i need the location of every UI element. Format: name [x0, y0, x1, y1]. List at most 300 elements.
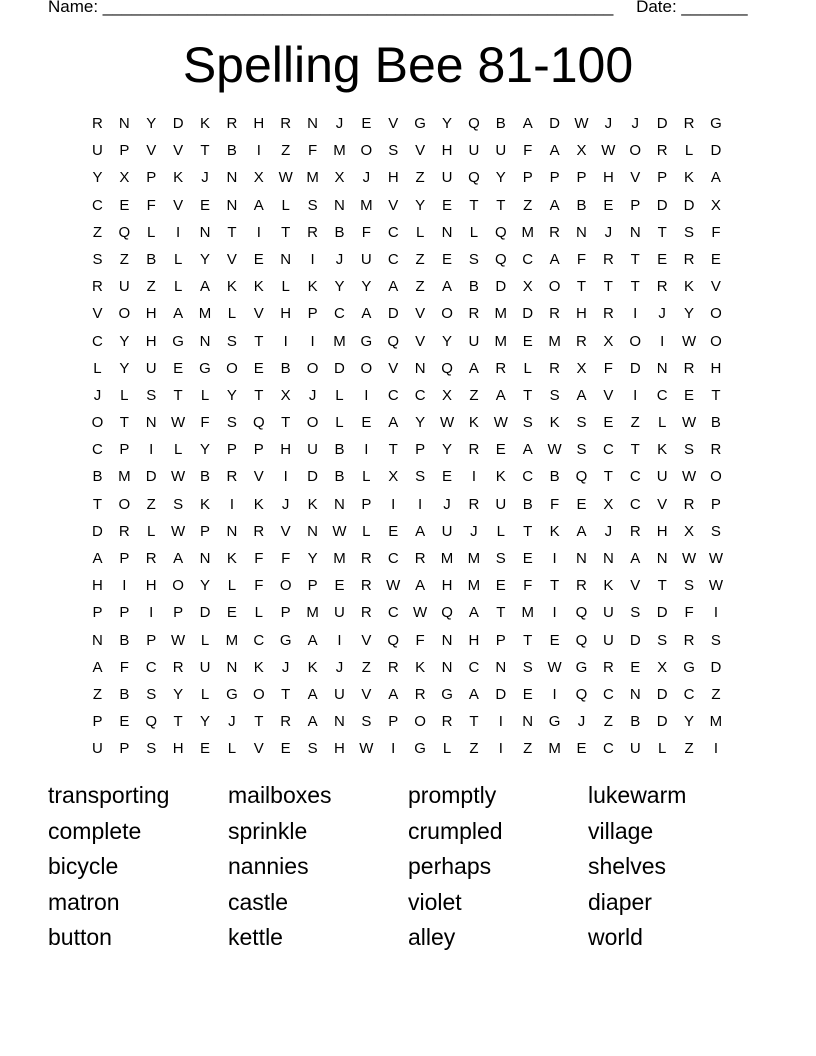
- grid-letter: D: [522, 305, 534, 323]
- grid-letter: X: [603, 495, 614, 513]
- grid-letter: N: [629, 685, 641, 703]
- grid-letter: Q: [252, 414, 265, 432]
- grid-letter: Y: [173, 685, 184, 703]
- grid-letter: A: [92, 550, 103, 567]
- grid-letter: S: [684, 577, 695, 595]
- grid-letter: N: [226, 658, 238, 676]
- grid-letter: V: [173, 142, 184, 160]
- grid-letter: U: [468, 332, 480, 350]
- grid-letter: H: [602, 169, 614, 187]
- grid-letter: C: [656, 386, 668, 404]
- grid-letter: W: [332, 522, 347, 540]
- grid-letter: H: [334, 740, 345, 758]
- grid-letter: D: [656, 604, 668, 622]
- grid-letter: S: [226, 332, 237, 350]
- grid-letter: T: [496, 196, 506, 214]
- grid-letter: R: [253, 522, 265, 540]
- grid-letter: Z: [711, 685, 721, 703]
- grid-letter: P: [710, 495, 721, 513]
- word-bank-item: mailboxes: [228, 782, 332, 808]
- grid-letter: F: [550, 495, 560, 513]
- grid-letter: S: [657, 631, 668, 649]
- grid-letter: J: [604, 223, 613, 241]
- grid-letter: K: [307, 278, 318, 296]
- grid-letter: B: [92, 468, 103, 486]
- grid-letter: K: [253, 495, 264, 513]
- grid-letter: X: [603, 332, 614, 350]
- grid-letter: R: [683, 495, 695, 513]
- grid-letter: T: [227, 223, 237, 241]
- grid-letter: Y: [415, 196, 426, 214]
- grid-letter: U: [118, 278, 130, 296]
- grid-letter: D: [656, 685, 668, 703]
- grid-letter: C: [522, 468, 534, 486]
- grid-letter: O: [710, 332, 722, 350]
- grid-letter: A: [576, 386, 587, 404]
- grid-letter: T: [603, 468, 613, 486]
- grid-letter: R: [280, 115, 292, 132]
- grid-letter: Q: [575, 468, 588, 486]
- grid-letter: Z: [523, 740, 533, 758]
- grid-letter: U: [92, 142, 103, 160]
- grid-letter: E: [253, 250, 264, 268]
- word-bank-item: matron: [48, 888, 120, 915]
- grid-letter: S: [684, 223, 695, 241]
- grid-letter: X: [522, 278, 533, 296]
- grid-letter: B: [146, 250, 157, 268]
- grid-letter: H: [468, 631, 480, 649]
- grid-letter: N: [226, 522, 238, 540]
- grid-letter: P: [92, 604, 103, 622]
- grid-letter: W: [439, 414, 455, 432]
- grid-letter: R: [387, 658, 399, 676]
- grid-letter: L: [684, 142, 694, 160]
- grid-letter: D: [145, 468, 157, 486]
- grid-letter: O: [172, 577, 184, 595]
- grid-letter: V: [388, 115, 399, 132]
- grid-letter: J: [362, 169, 371, 187]
- grid-letter: C: [92, 196, 103, 214]
- grid-letter: S: [522, 414, 533, 432]
- grid-letter: L: [227, 577, 237, 595]
- grid-letter: I: [176, 223, 181, 241]
- grid-letter: G: [683, 658, 695, 676]
- grid-letter: W: [681, 414, 697, 432]
- grid-letter: V: [710, 278, 721, 296]
- grid-letter: N: [334, 713, 345, 731]
- grid-letter: L: [200, 685, 210, 703]
- grid-letter: F: [576, 250, 587, 268]
- grid-letter: T: [523, 522, 533, 540]
- grid-letter: Y: [684, 305, 695, 323]
- grid-letter: G: [575, 658, 588, 676]
- grid-letter: T: [254, 332, 264, 350]
- grid-letter: E: [334, 577, 345, 595]
- grid-letter: M: [118, 468, 131, 486]
- grid-letter: R: [576, 332, 587, 350]
- grid-letter: T: [254, 386, 264, 404]
- grid-letter: T: [657, 223, 667, 241]
- grid-letter: R: [602, 658, 614, 676]
- grid-letter: O: [710, 305, 722, 323]
- grid-letter: W: [574, 115, 589, 132]
- grid-letter: E: [576, 495, 587, 513]
- grid-letter: T: [281, 685, 291, 703]
- grid-letter: E: [361, 414, 372, 432]
- grid-letter: N: [576, 550, 587, 567]
- grid-letter: O: [548, 278, 561, 296]
- grid-letter: M: [494, 332, 508, 350]
- grid-letter: Y: [119, 332, 130, 350]
- grid-letter: Q: [575, 631, 588, 649]
- grid-letter: X: [280, 386, 291, 404]
- grid-letter: S: [576, 414, 587, 432]
- grid-letter: B: [334, 441, 345, 459]
- grid-letter: C: [468, 658, 480, 676]
- grid-letter: D: [307, 468, 318, 486]
- grid-letter: Z: [415, 250, 425, 268]
- grid-letter: M: [198, 305, 212, 323]
- grid-letter: S: [388, 142, 399, 160]
- grid-letter: Y: [146, 115, 157, 132]
- grid-letter: L: [335, 386, 344, 404]
- grid-letter: E: [442, 468, 453, 486]
- grid-letter: N: [656, 550, 668, 567]
- grid-letter: R: [710, 441, 722, 459]
- grid-letter: B: [280, 359, 291, 377]
- grid-letter: R: [683, 359, 695, 377]
- grid-letter: M: [440, 550, 454, 567]
- grid-letter: Q: [468, 115, 480, 132]
- grid-letter: D: [495, 278, 507, 296]
- grid-letter: A: [307, 631, 318, 649]
- grid-letter: F: [119, 658, 129, 676]
- grid-letter: R: [414, 685, 426, 703]
- grid-letter: M: [360, 196, 373, 214]
- grid-letter: H: [441, 577, 453, 595]
- grid-letter: F: [307, 142, 318, 160]
- grid-letter: Z: [415, 278, 425, 296]
- grid-letter: E: [226, 604, 237, 622]
- grid-letter: O: [252, 685, 265, 703]
- grid-letter: J: [631, 115, 639, 132]
- grid-letter: V: [226, 250, 237, 268]
- grid-letter: N: [226, 169, 238, 187]
- grid-letter: R: [118, 522, 130, 540]
- grid-letter: N: [280, 250, 292, 268]
- grid-letter: K: [226, 278, 237, 296]
- grid-letter: T: [200, 142, 210, 160]
- grid-letter: L: [657, 740, 667, 758]
- grid-letter: G: [199, 359, 211, 377]
- grid-letter: L: [281, 278, 290, 296]
- grid-letter: C: [92, 332, 103, 350]
- grid-letter: W: [359, 740, 374, 758]
- grid-letter: K: [684, 278, 695, 296]
- grid-letter: Q: [387, 631, 400, 649]
- grid-letter: Q: [118, 223, 131, 241]
- grid-letter: W: [413, 604, 428, 622]
- grid-letter: W: [171, 414, 186, 432]
- grid-letter: P: [253, 441, 264, 459]
- grid-letter: W: [681, 332, 697, 350]
- grid-letter: E: [522, 332, 533, 350]
- grid-letter: R: [549, 359, 560, 377]
- grid-letter: P: [307, 305, 318, 323]
- word-bank-item: transporting: [48, 782, 170, 808]
- grid-letter: S: [361, 713, 372, 731]
- grid-letter: X: [334, 169, 345, 187]
- grid-letter: U: [92, 740, 103, 758]
- grid-letter: A: [522, 441, 533, 459]
- grid-letter: F: [523, 577, 533, 595]
- grid-letter: Y: [307, 550, 318, 567]
- grid-letter: L: [335, 414, 344, 432]
- grid-letter: Y: [226, 386, 237, 404]
- grid-letter: A: [388, 685, 399, 703]
- grid-letter: I: [418, 495, 423, 513]
- grid-letter: Z: [684, 740, 694, 758]
- word-bank-item: alley: [408, 924, 456, 950]
- grid-letter: R: [576, 577, 587, 595]
- grid-letter: Y: [442, 441, 453, 459]
- grid-letter: P: [146, 631, 157, 649]
- word-bank-item: bicycle: [48, 853, 119, 879]
- grid-letter: H: [280, 441, 292, 459]
- grid-letter: R: [495, 359, 507, 377]
- grid-letter: Z: [119, 250, 129, 268]
- grid-letter: H: [280, 305, 292, 323]
- grid-letter: P: [657, 169, 668, 187]
- grid-letter: J: [281, 658, 290, 676]
- grid-letter: S: [173, 495, 184, 513]
- grid-letter: F: [200, 414, 210, 432]
- grid-letter: C: [334, 305, 345, 323]
- grid-letter: V: [173, 196, 184, 214]
- grid-letter: Z: [469, 386, 479, 404]
- grid-letter: J: [93, 386, 102, 404]
- grid-letter: C: [602, 441, 614, 459]
- grid-letter: V: [253, 468, 264, 486]
- grid-letter: N: [414, 359, 426, 377]
- grid-letter: Y: [442, 332, 453, 350]
- grid-letter: T: [119, 414, 129, 432]
- grid-letter: E: [442, 196, 453, 214]
- grid-letter: D: [387, 305, 399, 323]
- grid-letter: E: [442, 250, 453, 268]
- grid-letter: Q: [494, 223, 507, 241]
- grid-letter: D: [172, 115, 184, 132]
- grid-letter: W: [386, 577, 401, 595]
- grid-letter: Y: [119, 359, 130, 377]
- grid-letter: S: [522, 658, 533, 676]
- grid-letter: R: [656, 278, 668, 296]
- word-bank-item: crumpled: [408, 817, 503, 844]
- grid-letter: F: [254, 550, 264, 567]
- grid-letter: R: [226, 468, 238, 486]
- grid-letter: N: [199, 332, 211, 350]
- grid-letter: T: [281, 223, 291, 241]
- grid-letter: F: [711, 223, 721, 241]
- grid-letter: B: [630, 713, 641, 731]
- grid-letter: T: [469, 713, 479, 731]
- grid-letter: N: [441, 631, 453, 649]
- grid-letter: P: [388, 713, 399, 731]
- grid-letter: W: [171, 468, 186, 486]
- grid-letter: R: [145, 550, 157, 567]
- grid-letter: G: [548, 713, 561, 731]
- grid-letter: B: [119, 685, 130, 703]
- grid-letter: T: [523, 386, 533, 404]
- grid-letter: B: [710, 414, 721, 432]
- grid-letter: W: [171, 631, 186, 649]
- grid-letter: R: [549, 223, 560, 241]
- grid-letter: G: [226, 685, 238, 703]
- grid-letter: U: [468, 142, 480, 160]
- grid-letter: X: [253, 169, 264, 187]
- grid-letter: K: [200, 495, 211, 513]
- grid-letter: L: [281, 196, 290, 214]
- grid-letter: L: [147, 522, 156, 540]
- grid-letter: E: [119, 713, 130, 731]
- grid-letter: D: [683, 196, 695, 214]
- grid-letter: R: [468, 305, 480, 323]
- grid-letter: W: [681, 468, 697, 486]
- grid-letter: W: [601, 142, 616, 160]
- grid-letter: E: [522, 685, 533, 703]
- grid-letter: C: [602, 685, 614, 703]
- grid-letter: S: [468, 250, 479, 268]
- grid-letter: J: [308, 386, 317, 404]
- grid-letter: W: [708, 550, 724, 567]
- grid-letter: C: [387, 604, 399, 622]
- word-bank-item: world: [588, 924, 643, 950]
- grid-letter: R: [602, 305, 614, 323]
- grid-letter: U: [199, 658, 211, 676]
- grid-letter: B: [200, 468, 211, 486]
- grid-letter: F: [146, 196, 156, 214]
- grid-letter: Q: [468, 169, 480, 187]
- grid-letter: P: [92, 713, 103, 731]
- grid-letter: Y: [92, 169, 103, 187]
- grid-letter: R: [414, 550, 426, 567]
- grid-letter: J: [604, 522, 613, 540]
- grid-letter: B: [495, 115, 506, 132]
- grid-letter: K: [657, 441, 668, 459]
- grid-letter: L: [469, 223, 479, 241]
- grid-letter: H: [387, 169, 399, 187]
- grid-letter: N: [199, 223, 211, 241]
- grid-letter: M: [494, 305, 508, 323]
- grid-letter: Z: [469, 740, 479, 758]
- grid-letter: D: [710, 142, 722, 160]
- grid-letter: M: [521, 223, 534, 241]
- grid-letter: A: [200, 278, 211, 296]
- word-bank-item: kettle: [228, 924, 283, 950]
- grid-letter: P: [173, 604, 184, 622]
- grid-letter: F: [281, 550, 291, 567]
- grid-letter: I: [310, 250, 315, 268]
- grid-letter: G: [279, 631, 292, 649]
- grid-letter: R: [360, 550, 372, 567]
- grid-letter: H: [253, 115, 265, 132]
- grid-letter: I: [391, 740, 396, 758]
- grid-letter: Y: [442, 115, 453, 132]
- grid-letter: K: [549, 522, 560, 540]
- grid-letter: Q: [441, 359, 453, 377]
- grid-letter: T: [576, 278, 587, 296]
- grid-letter: U: [145, 359, 157, 377]
- grid-letter: L: [120, 386, 129, 404]
- grid-letter: U: [656, 468, 668, 486]
- grid-letter: U: [360, 250, 372, 268]
- grid-letter: Z: [415, 169, 425, 187]
- grid-letter: Q: [387, 332, 400, 350]
- grid-letter: F: [684, 604, 694, 622]
- grid-letter: T: [523, 631, 533, 649]
- grid-letter: H: [145, 577, 157, 595]
- grid-letter: S: [710, 631, 721, 649]
- grid-letter: L: [523, 359, 532, 377]
- grid-letter: A: [173, 305, 184, 323]
- grid-letter: Y: [334, 278, 345, 296]
- grid-letter: Q: [441, 604, 453, 622]
- grid-letter: W: [278, 169, 293, 187]
- grid-letter: L: [254, 604, 263, 622]
- grid-letter: D: [199, 604, 211, 622]
- grid-letter: N: [576, 223, 587, 241]
- grid-letter: L: [415, 223, 425, 241]
- grid-letter: L: [200, 386, 210, 404]
- grid-letter: D: [629, 359, 641, 377]
- grid-letter: V: [415, 142, 426, 160]
- grid-letter: W: [547, 441, 562, 459]
- grid-letter: I: [713, 740, 719, 758]
- grid-letter: X: [576, 359, 587, 377]
- grid-letter: U: [441, 169, 453, 187]
- grid-letter: A: [92, 658, 103, 676]
- grid-letter: A: [576, 522, 587, 540]
- grid-letter: A: [442, 278, 453, 296]
- grid-letter: U: [629, 740, 641, 758]
- grid-letter: R: [629, 522, 641, 540]
- grid-letter: B: [576, 196, 587, 214]
- grid-letter: E: [576, 740, 587, 758]
- grid-letter: M: [333, 142, 346, 160]
- grid-letter: N: [656, 359, 668, 377]
- grid-letter: A: [361, 305, 372, 323]
- grid-letter: N: [307, 115, 318, 132]
- grid-letter: E: [522, 550, 533, 567]
- grid-letter: L: [496, 522, 505, 540]
- grid-letter: O: [441, 305, 453, 323]
- grid-letter: I: [713, 604, 719, 622]
- grid-letter: M: [709, 713, 723, 731]
- grid-letter: R: [360, 577, 372, 595]
- grid-letter: M: [333, 550, 346, 567]
- grid-letter: P: [146, 169, 157, 187]
- grid-letter: S: [146, 685, 157, 703]
- grid-letter: W: [681, 550, 697, 567]
- grid-letter: K: [684, 169, 695, 187]
- grid-letter: D: [656, 196, 668, 214]
- grid-letter: Q: [575, 685, 588, 703]
- grid-letter: J: [335, 115, 344, 132]
- grid-letter: N: [522, 713, 534, 731]
- word-bank-item: village: [588, 817, 654, 844]
- grid-letter: I: [633, 305, 638, 323]
- grid-letter: I: [283, 332, 288, 350]
